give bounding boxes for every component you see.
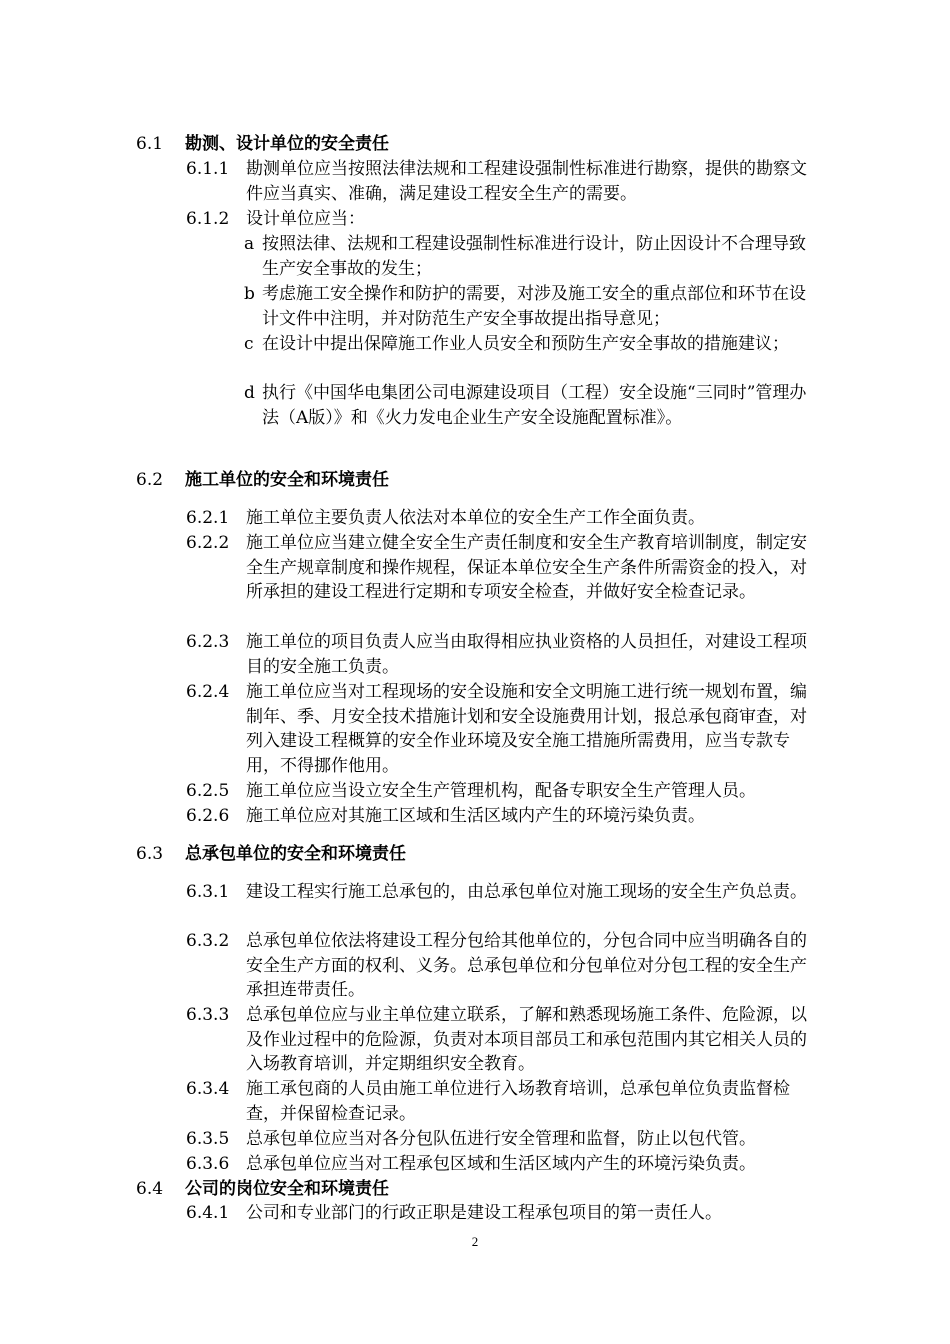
clause-number: 6.3.6: [186, 1154, 230, 1174]
section-title: 施工单位的安全和环境责任: [185, 470, 389, 490]
list-marker: a: [244, 234, 255, 254]
clause-text: 总承包单位应当对各分包队伍进行安全管理和监督，防止以包代管。: [246, 1129, 756, 1149]
clause-number: 6.3.4: [186, 1079, 230, 1099]
section-number: 6.1: [136, 134, 164, 154]
clause-number: 6.2.6: [186, 806, 230, 826]
section-number: 6.4: [136, 1179, 164, 1199]
clause-number: 6.1.2: [186, 209, 230, 229]
clause-text: 施工单位应对其施工区域和生活区域内产生的环境污染负责。: [246, 806, 705, 826]
clause-number: 6.2.1: [186, 508, 230, 528]
clause-number: 6.3.2: [186, 931, 230, 951]
clause-text: 勘测单位应当按照法律法规和工程建设强制性标准进行勘察，提供的勘察文件应当真实、准确，满足建设工程安全生产的需要。: [246, 159, 807, 204]
page-number: 2: [471, 1234, 479, 1249]
clause-number: 6.3.3: [186, 1005, 230, 1025]
list-marker: d: [244, 383, 255, 403]
clause-text: 公司和专业部门的行政正职是建设工程承包项目的第一责任人。: [246, 1203, 722, 1223]
clause-number: 6.1.1: [186, 159, 230, 179]
clause-text: 总承包单位应与业主单位建立联系，了解和熟悉现场施工条件、危险源，以及作业过程中的危险源，负责对本项目部员工和承包范围内其它相关人员的入场教育培训，并定期组织安全教育。: [246, 1005, 807, 1075]
clause-text: 施工单位应当设立安全生产管理机构，配备专职安全生产管理人员。: [246, 781, 756, 801]
section-number: 6.3: [136, 844, 164, 864]
clause-number: 6.2.5: [186, 781, 230, 801]
section-title: 公司的岗位安全和环境责任: [185, 1179, 389, 1199]
clause-text: 施工单位应当对工程现场的安全设施和安全文明施工进行统一规划布置，编制年、季、月安全技术措施计划和安全设施费用计划，报总承包商审查，对列入建设工程概算的安全作业环境及安全施工措施所需费用，应当专款专用，不得挪作他用。: [246, 682, 807, 776]
clause-number: 6.2.2: [186, 533, 230, 553]
section-title: 勘测、设计单位的安全责任: [185, 134, 389, 154]
section-heading-6-4: [136, 1177, 389, 1201]
list-marker: b: [244, 284, 255, 304]
list-text: 考虑施工安全操作和防护的需要，对涉及施工安全的重点部位和环节在设计文件中注明，并对防范生产安全事故提出指导意见；: [262, 284, 806, 329]
clause-text: 施工承包商的人员由施工单位进行入场教育培训，总承包单位负责监督检查，并保留检查记录。: [246, 1079, 790, 1124]
clause-text: 施工单位应当建立健全安全生产责任制度和安全生产教育培训制度，制定安全生产规章制度和操作规程，保证本单位安全生产条件所需资金的投入，对所承担的建设工程进行定期和专项安全检查，并做好安全检查记录。: [246, 533, 807, 603]
section-heading-6-3: [136, 842, 406, 866]
clause-number: 6.2.4: [186, 682, 230, 702]
clause-text: 总承包单位应当对工程承包区域和生活区域内产生的环境污染负责。: [246, 1154, 756, 1174]
list-text: 在设计中提出保障施工作业人员安全和预防生产安全事故的措施建议；: [262, 334, 789, 354]
list-text: 按照法律、法规和工程建设强制性标准进行设计，防止因设计不合理导致生产安全事故的发生；: [262, 234, 806, 279]
clause-text: 设计单位应当：: [246, 209, 365, 229]
list-text: 执行《中国华电集团公司电源建设项目（工程）安全设施“三同时”管理办法（A版）》和《火力发电企业生产安全设施配置标准》。: [262, 383, 807, 428]
section-heading-6-2: [136, 468, 389, 492]
clause-number: 6.2.3: [186, 632, 230, 652]
section-number: 6.2: [136, 470, 164, 490]
clause-number: 6.3.1: [186, 882, 230, 902]
section-title: 总承包单位的安全和环境责任: [185, 844, 406, 864]
clause-text: 建设工程实行施工总承包的，由总承包单位对施工现场的安全生产负总责。: [246, 882, 807, 902]
clause-text: 施工单位主要负责人依法对本单位的安全生产工作全面负责。: [246, 508, 705, 528]
list-marker: c: [244, 334, 254, 354]
clause-number: 6.4.1: [186, 1203, 230, 1223]
clause-text: 总承包单位依法将建设工程分包给其他单位的，分包合同中应当明确各自的安全生产方面的权利、义务。总承包单位和分包单位对分包工程的安全生产承担连带责任。: [246, 931, 807, 1001]
clause-text: 施工单位的项目负责人应当由取得相应执业资格的人员担任，对建设工程项目的安全施工负责。: [246, 632, 807, 677]
clause-number: 6.3.5: [186, 1129, 230, 1149]
section-heading-6-1: [136, 132, 389, 156]
